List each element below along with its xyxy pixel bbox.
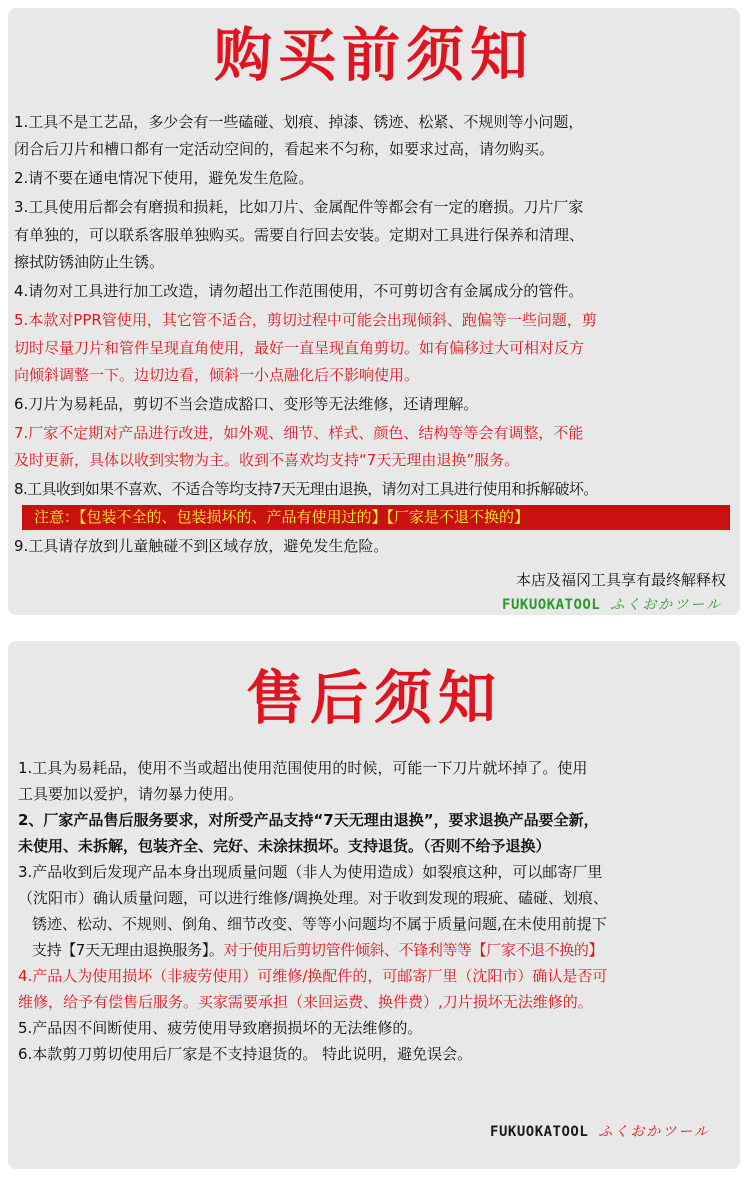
purchase-item-6: 6.刀片为易耗品，剪切不当会造成豁口、变形等无法维修，还请理解。 <box>14 395 479 413</box>
aftersale-item-3-line-4 <box>32 940 603 960</box>
aftersale-brand-name-jp: ふくおかツール <box>598 1124 710 1140</box>
aftersale-item-2-line-2: 未使用、未拆解，包装齐全、完好、未涂抹损坏。支持退货。（否则不给予退换） <box>18 837 551 855</box>
purchase-item-7-line-1: 7.厂家不定期对产品进行改进，如外观、细节、样式、颜色、结构等等会有调整，不能 <box>14 424 584 442</box>
aftersale-item-3-line-3: 锈迹、松动、不规则、倒角、细节改变、等等小问题均不属于质量问题,在未使用前提下 <box>32 915 607 933</box>
aftersale-item-2-line-1: 2、厂家产品售后服务要求，对所受产品支持“7天无理由退换”，要求退换产品要全新， <box>18 811 599 829</box>
aftersale-item-5: 5.产品因不间断使用、疲劳使用导致磨损损坏的无法维修的。 <box>18 1019 423 1037</box>
aftersale-item-1-line-1: 1.工具为易耗品，使用不当或超出使用范围使用的时候，可能一下刀片就坏掉了。使用 <box>18 759 588 777</box>
brand-name-en: FUKUOKATOOL <box>502 597 601 613</box>
aftersale-item-3-line-1: 3.产品收到后发现产品本身出现质量问题（非人为使用造成）如裂痕这种，可以邮寄厂里 <box>18 863 603 881</box>
purchase-item-5-line-3: 向倾斜调整一下。边切边看，倾斜一小点融化后不影响使用。 <box>14 366 420 384</box>
purchase-item-1-line-2: 闭合后刀片和槽口都有一定活动空间的，看起来不匀称，如要求过高，请勿购买。 <box>14 140 555 158</box>
disclaimer-text: 本店及福冈工具享有最终解释权 <box>515 571 726 589</box>
aftersale-item-4-line-1: 4.产品人为使用损坏（非疲劳使用）可维修/换配件的，可邮寄厂里（沈阳市）确认是否可 <box>18 967 608 985</box>
aftersale-brand-name-en: FUKUOKATOOL <box>490 1124 589 1140</box>
brand-logo-text <box>502 596 722 614</box>
aftersale-brand-logo-text <box>490 1123 710 1141</box>
purchase-notice-title: 购买前须知 <box>213 21 534 89</box>
aftersale-item-1-line-2: 工具要加以爱护，请勿暴力使用。 <box>18 785 244 803</box>
purchase-item-9: 9.工具请存放到儿童触碰不到区域存放，避免发生危险。 <box>14 537 389 555</box>
brand-name-jp: ふくおかツール <box>610 597 722 613</box>
purchase-item-2: 2.请不要在通电情况下使用，避免发生危险。 <box>14 169 314 187</box>
purchase-item-4: 4.请勿对工具进行加工改造，请勿超出工作范围使用，不可剪切含有金属成分的管件。 <box>14 282 584 300</box>
purchase-notice-card <box>8 8 740 615</box>
purchase-item-1-line-1: 1.工具不是工艺品，多少会有一些磕碰、划痕、掉漆、锈迹、松紧、不规则等小问题， <box>14 113 584 131</box>
aftersale-item-4-line-2: 维修，给予有偿售后服务。买家需要承担（来回运费、换件费）,刀片损坏无法维修的。 <box>18 993 593 1011</box>
purchase-item-5-line-2: 切时尽量刀片和管件呈现直角使用，最好一直呈现直角剪切。如有偏移过大可相对反方 <box>14 339 585 357</box>
purchase-item-5-line-1: 5.本款对PPR管使用，其它管不适合，剪切过程中可能会出现倾斜、跑偏等一些问题，剪 <box>14 311 597 329</box>
purchase-item-3-line-1: 3.工具使用后都会有磨损和损耗，比如刀片、金属配件等都会有一定的磨损。刀片厂家 <box>14 198 584 216</box>
purchase-item-3-line-2: 有单独的，可以联系客服单独购买。需要自行回去安装。定期对工具进行保养和清理、 <box>14 226 585 244</box>
aftersale-item-6: 6.本款剪刀剪切使用后厂家是不支持退货的。 特此说明，避免误会。 <box>18 1045 473 1063</box>
purchase-item-7-line-2: 及时更新，具体以收到实物为主。收到不喜欢均支持“7天无理由退换”服务。 <box>14 451 520 469</box>
aftersale-item-3-line-2: （沈阳市）确认质量问题，可以进行维修/调换处理。对于收到发现的瑕疵、磕碰、划痕、 <box>18 889 609 907</box>
aftersale-item-3-warning: 对于使用后剪切管件倾斜、不锋利等等【厂家不退不换的】 <box>223 941 604 959</box>
aftersale-notice-card <box>8 641 740 1169</box>
purchase-item-3-line-3: 擦拭防锈油防止生锈。 <box>14 253 165 271</box>
aftersale-item-3-support: 支持【7天无理由退换服务】。 <box>32 941 224 959</box>
aftersale-notice-title: 售后须知 <box>245 664 502 732</box>
notice-banner-text: 注意：【包装不全的、包装损坏的、产品有使用过的】【厂家是不退不换的】 <box>34 508 530 526</box>
purchase-item-8: 8.工具收到如果不喜欢、不适合等均支持7天无理由退换，请勿对工具进行使用和拆解破坏。 <box>14 480 598 498</box>
